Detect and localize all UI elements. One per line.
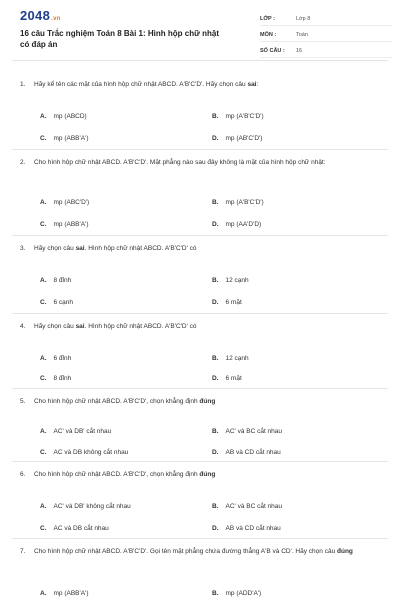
- question-text: 2. Cho hình hộp chữ nhật ABCD. A'B'C'D'. Mặt phẳng nào sau đây không là mặt của hình hộp chữ nhật:: [20, 159, 326, 166]
- answer-option[interactable]: C. 6 cạnh: [40, 299, 74, 306]
- question-item: [12, 314, 388, 389]
- logo-text: 2048: [20, 8, 51, 23]
- question-list: [0, 72, 400, 600]
- answer-option[interactable]: A. mp (ABC'D'): [40, 199, 90, 206]
- answer-option[interactable]: A. AC' và DB' cắt nhau: [40, 428, 112, 435]
- site-logo[interactable]: [20, 8, 61, 23]
- answer-option[interactable]: D. mp (AB'C'D'): [212, 135, 263, 142]
- answer-option[interactable]: B. mp (A'B'C'D'): [212, 113, 264, 120]
- question-number: 1.: [20, 81, 26, 88]
- meta-value: 16: [296, 47, 303, 54]
- question-item: [12, 150, 388, 236]
- question-number: 3.: [20, 245, 26, 252]
- question-text: 5. Cho hình hộp chữ nhật ABCD. A'B'C'D', chọn khẳng định đúng: [20, 398, 216, 405]
- meta-label: SỐ CÂU :: [260, 47, 285, 54]
- answer-option[interactable]: A. AC' và DB' không cắt nhau: [40, 503, 131, 510]
- question-number: 2.: [20, 159, 26, 166]
- answer-option[interactable]: D. AB và CD cắt nhau: [212, 525, 281, 532]
- answer-option[interactable]: B. 12 cạnh: [212, 277, 249, 284]
- worksheet-header: [12, 0, 388, 61]
- meta-label: MÔN :: [260, 31, 277, 38]
- question-number: 6.: [20, 471, 26, 478]
- answer-option[interactable]: C. mp (ABB'A'): [40, 221, 89, 228]
- question-text: 1. Hãy kể tên các mặt của hình hộp chữ nhật ABCD. A'B'C'D'. Hãy chọn câu sai:: [20, 81, 259, 88]
- logo-suffix: .vn: [51, 16, 61, 22]
- question-number: 4.: [20, 323, 26, 330]
- answer-option[interactable]: B. AC' và BC cắt nhau: [212, 503, 283, 510]
- answer-option[interactable]: C. 8 đỉnh: [40, 375, 72, 382]
- question-text: 4. Hãy chọn câu sai. Hình hộp chữ nhật ABCD. A'B'C'D' có: [20, 323, 197, 330]
- question-number: 5.: [20, 398, 26, 405]
- answer-option[interactable]: B. 12 cạnh: [212, 355, 249, 362]
- question-item: [12, 539, 388, 600]
- meta-value: Lớp 8: [296, 15, 311, 22]
- answer-option[interactable]: D. mp (AA'D'D): [212, 221, 262, 228]
- answer-option[interactable]: D. 6 mặt: [212, 375, 242, 382]
- meta-row-count: [260, 44, 392, 58]
- question-number: 7.: [20, 548, 26, 555]
- answer-option[interactable]: B. mp (ADD'A'): [212, 590, 262, 597]
- question-item: [12, 236, 388, 314]
- page-title: 16 câu Trắc nghiệm Toán 8 Bài 1: Hình hộp chữ nhật có đáp án: [20, 29, 220, 49]
- question-text: 6. Cho hình hộp chữ nhật ABCD. A'B'C'D', chọn khẳng định đúng: [20, 471, 216, 478]
- answer-option[interactable]: D. AB và CD cắt nhau: [212, 449, 281, 456]
- answer-option[interactable]: A. mp (ABB'A'): [40, 590, 89, 597]
- meta-row-grade: [260, 12, 392, 26]
- answer-option[interactable]: A. mp (ABCD): [40, 113, 87, 120]
- answer-option[interactable]: B. mp (A'B'C'D'): [212, 199, 264, 206]
- question-text: 3. Hãy chọn câu sai. Hình hộp chữ nhật ABCD. A'B'C'D' có: [20, 245, 197, 252]
- answer-option[interactable]: C. mp (ABB'A'): [40, 135, 89, 142]
- meta-row-subject: [260, 28, 392, 42]
- answer-option[interactable]: D. 6 mặt: [212, 299, 242, 306]
- answer-option[interactable]: C. AC và DB không cắt nhau: [40, 449, 129, 456]
- answer-option[interactable]: B. AC' và BC cắt nhau: [212, 428, 283, 435]
- meta-info: [260, 12, 392, 60]
- question-item: [12, 72, 388, 150]
- meta-label: LỚP :: [260, 15, 275, 22]
- question-text: 7. Cho hình hộp chữ nhật ABCD. A'B'C'D'. Gọi tên mặt phẳng chứa đường thẳng A'B và CD'. Hãy chọn câu đúng: [20, 548, 353, 555]
- meta-value: Toán: [296, 31, 308, 38]
- question-item: [12, 462, 388, 539]
- answer-option[interactable]: A. 8 đỉnh: [40, 277, 72, 284]
- answer-option[interactable]: A. 6 đỉnh: [40, 355, 72, 362]
- answer-option[interactable]: C. AC và DB cắt nhau: [40, 525, 109, 532]
- question-item: [12, 389, 388, 462]
